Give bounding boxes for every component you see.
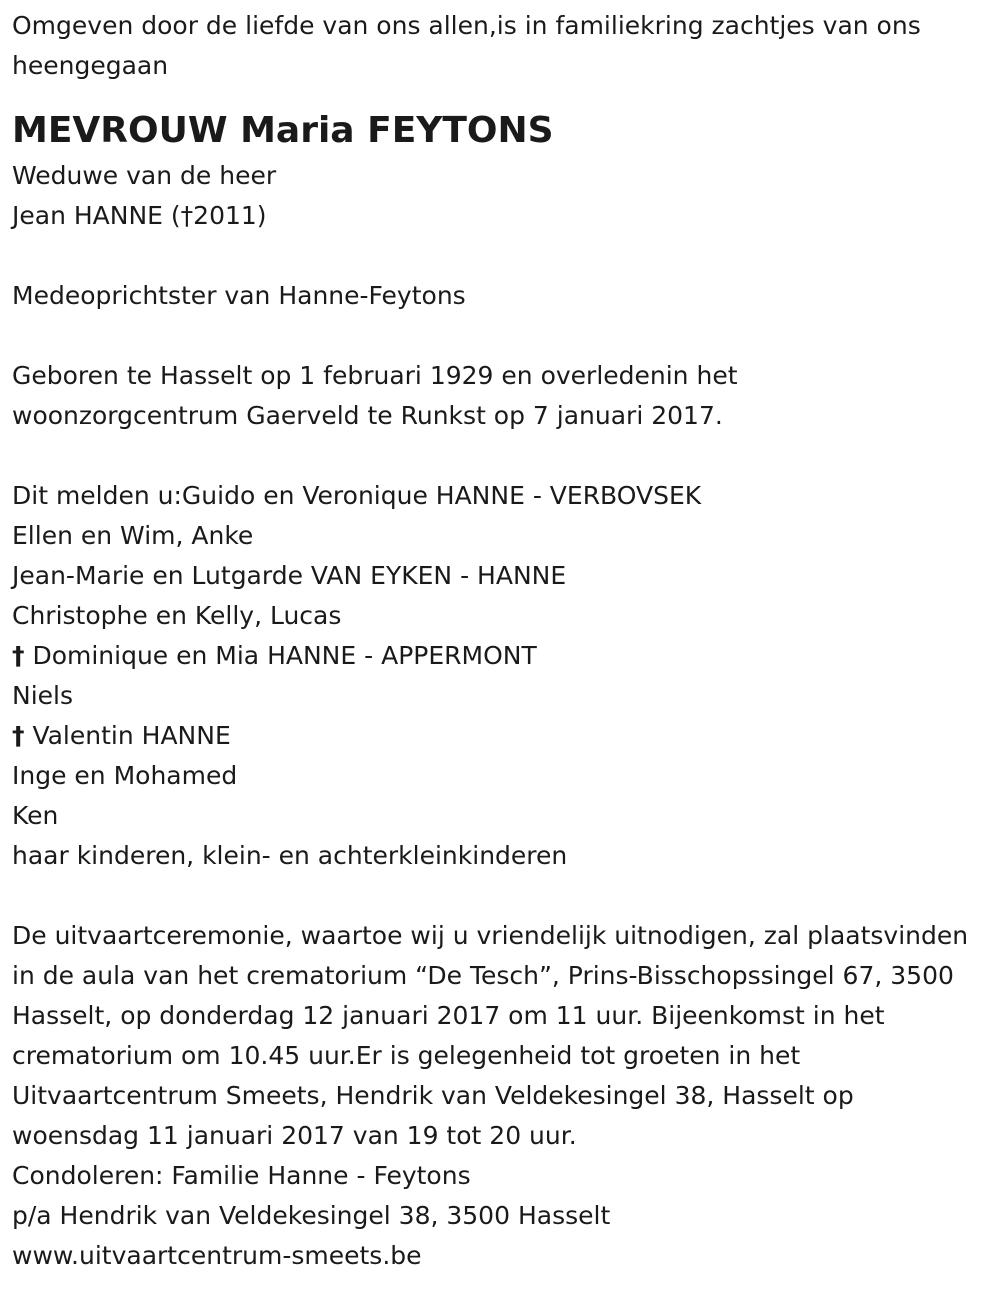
ceremony-text: De uitvaartceremonie, waartoe wij u vriendelijk uitnodigen, zal plaatsvinden in de aula van het crematorium “De Tesch”, Prins-Bisschopssingel 67, 3500 Hasselt, op donderdag 12 januari 2017 om 11 uur. Bijeenkomst in het crematorium om 10.45 uur.Er is gelegenheid tot groeten in het Uitvaartcentrum Smeets, Hendrik van Veldekesingel 38, Hasselt op woensdag 11 januari 2017 van 19 tot 20 uur.	[12, 921, 969, 1150]
intro-text: Omgeven door de liefde van ons allen,is in familiekring zachtjes van ons heengegaan	[12, 11, 921, 80]
website-link[interactable]: www.uitvaartcentrum-smeets.be	[12, 1241, 422, 1270]
family-line-text: Dominique en Mia HANNE - APPERMONT	[24, 641, 537, 670]
cross-icon: †	[12, 721, 25, 750]
family-line-deceased	[12, 716, 988, 756]
family-line: Christophe en Kelly, Lucas	[12, 601, 342, 630]
spouse-line-1: Weduwe van de heer	[12, 161, 277, 190]
spacer	[12, 876, 988, 916]
condolences-line-1: Condoleren: Familie Hanne - Feytons	[12, 1161, 471, 1190]
role-text: Medeoprichtster van Hanne-Feytons	[12, 281, 466, 310]
family-list	[12, 476, 988, 876]
cross-icon: †	[12, 641, 25, 670]
birth-death-line-2: woonzorgcentrum Gaerveld te Runkst op 7 januari 2017.	[12, 401, 723, 430]
family-line: Inge en Mohamed	[12, 761, 238, 790]
condolences-line-2: p/a Hendrik van Veldekesingel 38, 3500 Hasselt	[12, 1201, 611, 1230]
family-line: Niels	[12, 681, 73, 710]
spacer	[12, 316, 988, 356]
family-line-text: Valentin HANNE	[24, 721, 231, 750]
family-line: Ken	[12, 801, 59, 830]
family-line: haar kinderen, klein- en achterkleinkinderen	[12, 841, 568, 870]
family-line-deceased	[12, 636, 988, 676]
family-line: Jean-Marie en Lutgarde VAN EYKEN - HANNE	[12, 561, 567, 590]
spacer	[12, 236, 988, 276]
family-line: Dit melden u:Guido en Veronique HANNE - VERBOVSEK	[12, 481, 702, 510]
family-line: Ellen en Wim, Anke	[12, 521, 254, 550]
deceased-name: MEVROUW Maria FEYTONS	[12, 110, 554, 151]
spouse-line-2: Jean HANNE (†2011)	[12, 201, 267, 230]
birth-death-line-1: Geboren te Hasselt op 1 februari 1929 en overledenin het	[12, 361, 738, 390]
spacer	[12, 436, 988, 476]
